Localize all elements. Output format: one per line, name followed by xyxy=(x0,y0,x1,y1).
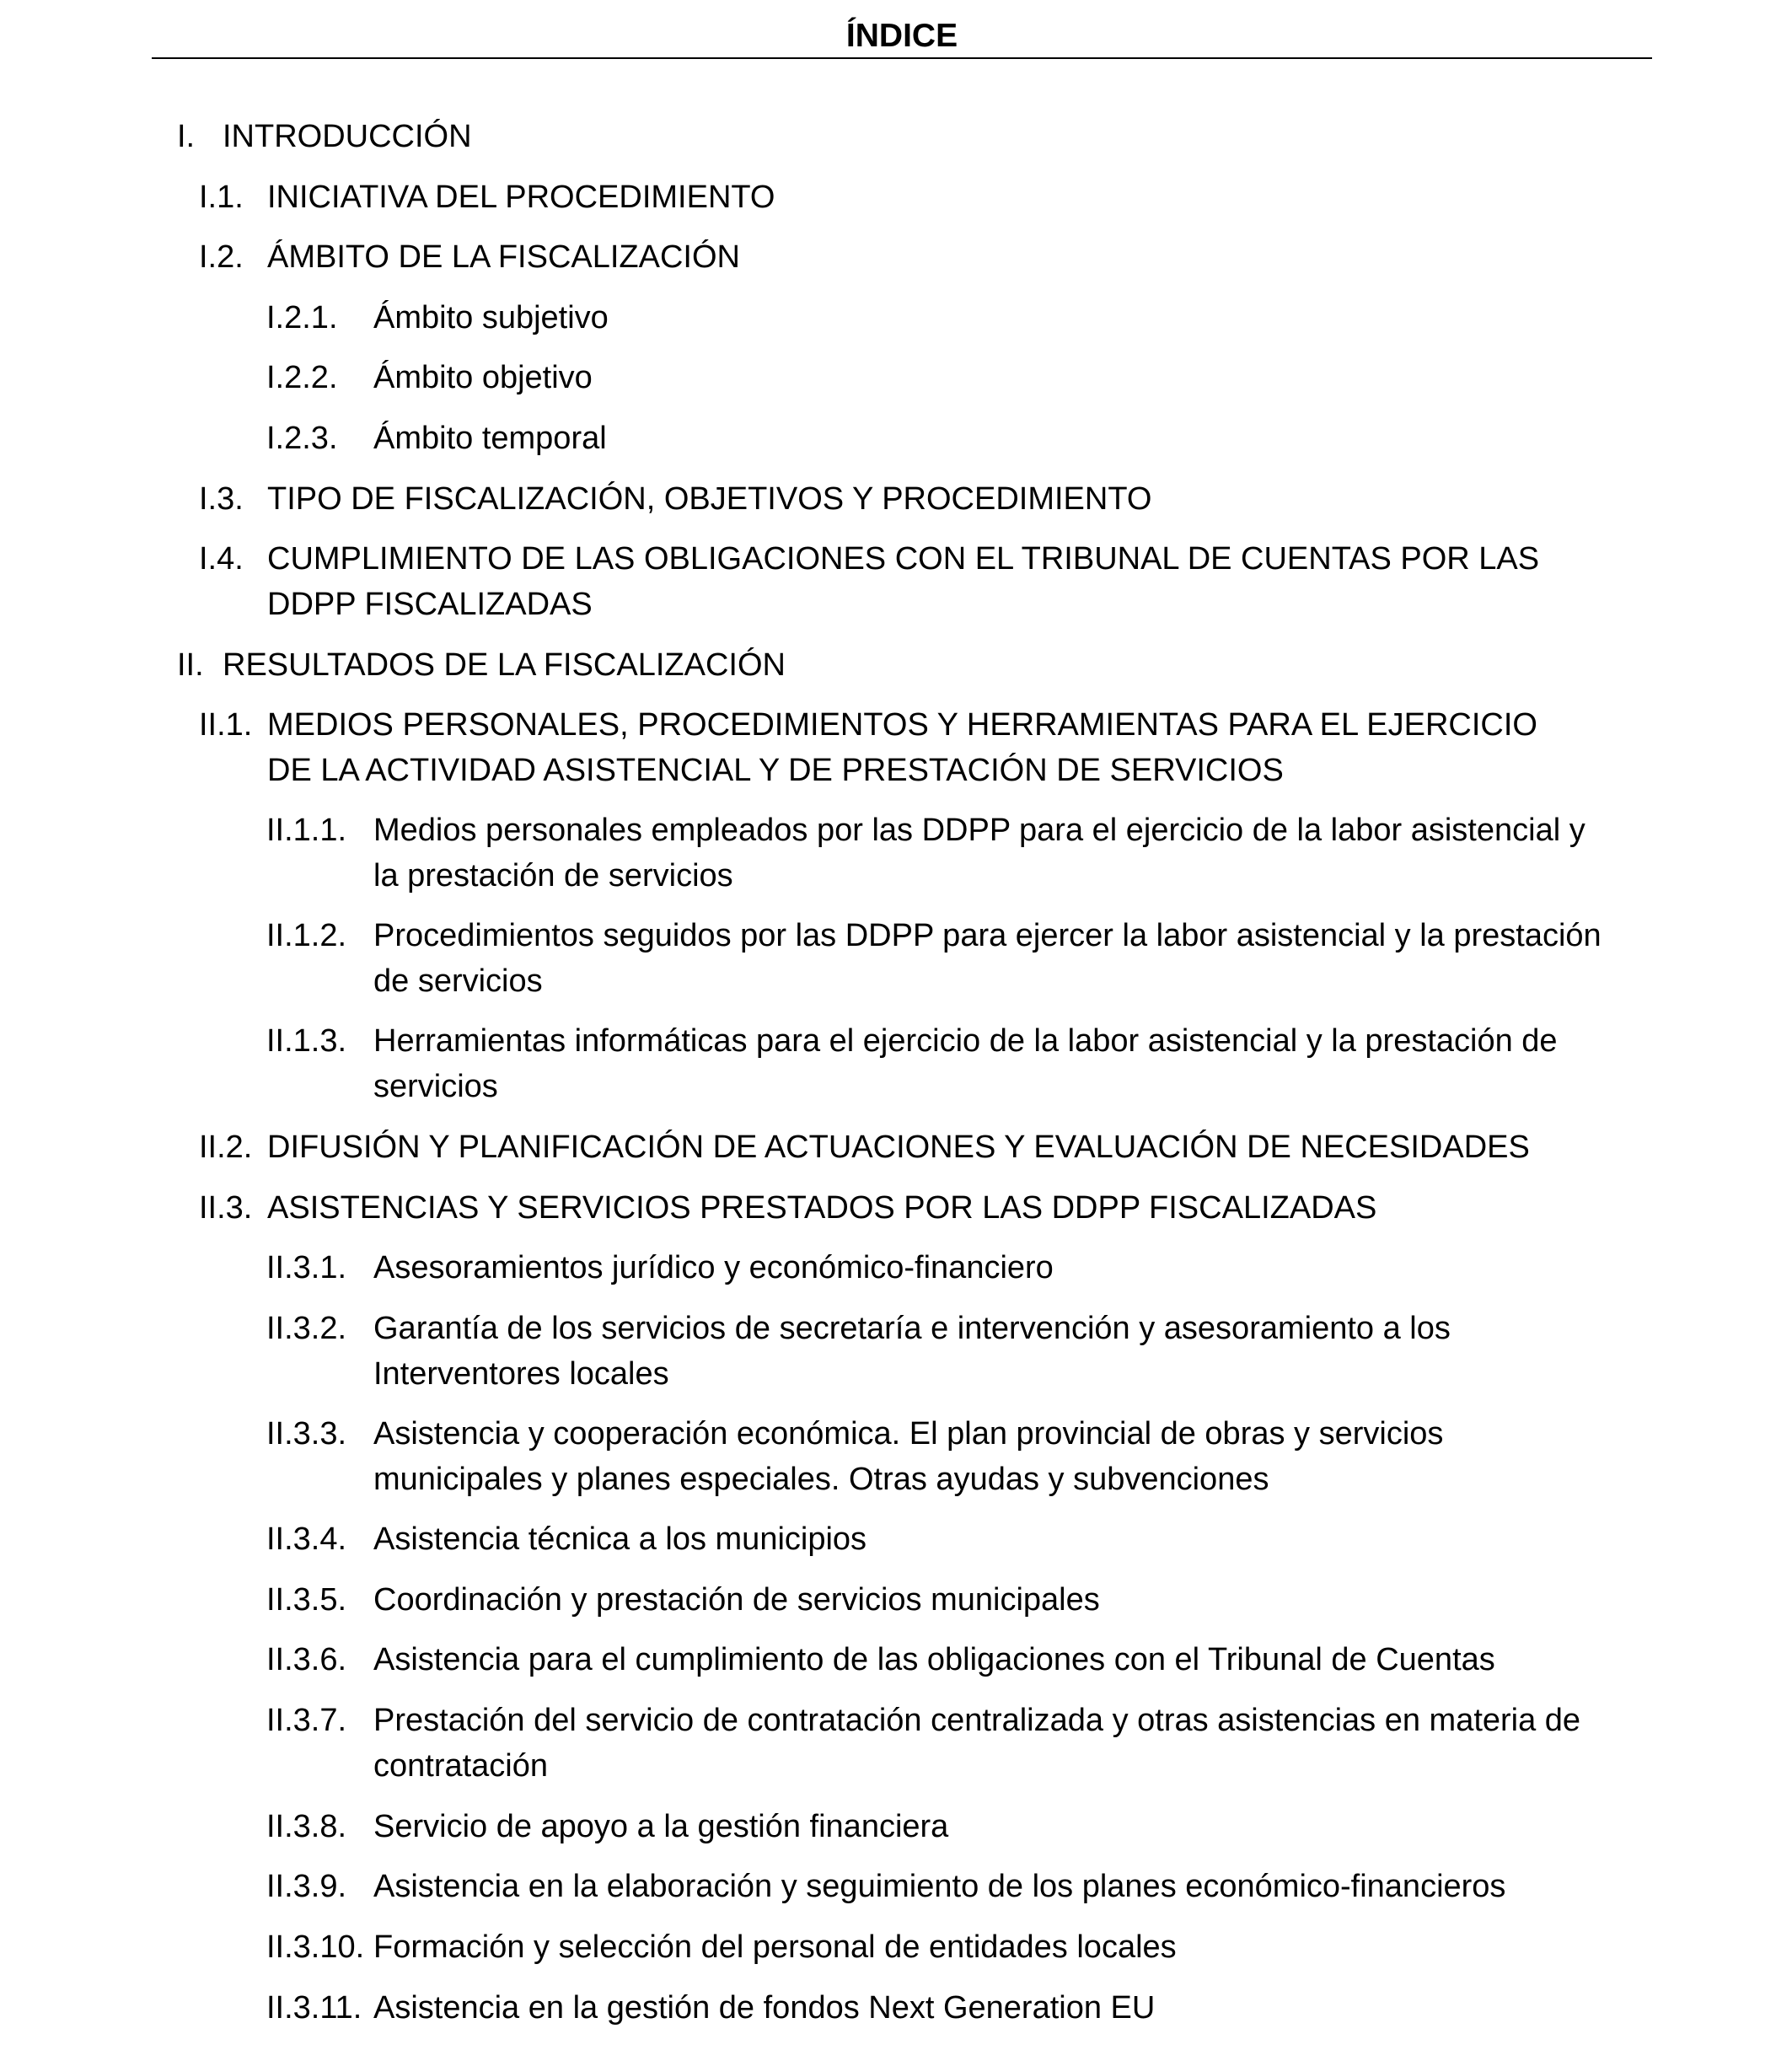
toc-text: Asistencia técnica a los municipios xyxy=(373,1521,867,1557)
toc-text: Herramientas informáticas para el ejercicio de la labor asistencial y la prestación de servicios xyxy=(373,1023,1558,1104)
toc-text: Garantía de los servicios de secretaría e intervención y asesoramiento a los Interventores locales xyxy=(373,1311,1451,1392)
toc-text: Prestación del servicio de contratación centralizada y otras asistencias en materia de contratación xyxy=(373,1703,1581,1784)
toc-number: I. xyxy=(177,119,196,154)
toc-number: II.1.2. xyxy=(266,918,347,953)
toc-number: II.3.7. xyxy=(266,1703,347,1738)
page-title: ÍNDICE xyxy=(845,18,958,54)
toc-text: TIPO DE FISCALIZACIÓN, OBJETIVOS Y PROCEDIMIENTO xyxy=(267,481,1152,517)
toc-text: CUMPLIMIENTO DE LAS OBLIGACIONES CON EL TRIBUNAL DE CUENTAS POR LAS DDPP FISCALIZADAS xyxy=(267,541,1540,622)
toc-text: Asesoramientos jurídico y económico-financiero xyxy=(373,1250,1054,1285)
toc-number: I.2.3. xyxy=(266,421,338,456)
toc-text: Formación y selección del personal de entidades locales xyxy=(373,1929,1177,1965)
toc-text: ÁMBITO DE LA FISCALIZACIÓN xyxy=(267,239,740,275)
toc-number: I.2.2. xyxy=(266,360,338,395)
toc-text: RESULTADOS DE LA FISCALIZACIÓN xyxy=(223,647,786,683)
toc-number: II.3.8. xyxy=(266,1809,347,1844)
toc-text: Coordinación y prestación de servicios municipales xyxy=(373,1582,1100,1618)
toc-number: II. xyxy=(177,647,204,683)
toc-text: Ámbito subjetivo xyxy=(373,300,609,335)
toc-text: ASISTENCIAS Y SERVICIOS PRESTADOS POR LAS DDPP FISCALIZADAS xyxy=(267,1190,1377,1226)
toc-text: Procedimientos seguidos por las DDPP para ejercer la labor asistencial y la prestación de servicios xyxy=(373,918,1602,999)
toc-text: Asistencia y cooperación económica. El plan provincial de obras y servicios municipales y planes especiales. Otras ayudas y subvenciones xyxy=(373,1416,1444,1497)
toc-number: II.1. xyxy=(199,707,253,743)
toc-number: II.3.3. xyxy=(266,1416,347,1452)
toc-text: INTRODUCCIÓN xyxy=(223,119,472,154)
toc-number: II.3.4. xyxy=(266,1521,347,1557)
toc-text: MEDIOS PERSONALES, PROCEDIMIENTOS Y HERRAMIENTAS PARA EL EJERCICIO DE LA ACTIVIDAD ASISTENCIAL Y DE PRESTACIÓN DE SERVICIOS xyxy=(267,707,1537,788)
toc-number: II.3.6. xyxy=(266,1642,347,1677)
toc-text: Ámbito temporal xyxy=(373,421,607,456)
toc-number: I.1. xyxy=(199,180,244,215)
title-underline xyxy=(152,57,1652,59)
toc-number: I.4. xyxy=(199,541,244,577)
toc-number: II.3.11. xyxy=(266,1990,362,2026)
toc-number: II.1.3. xyxy=(266,1023,347,1059)
toc-number: II.3.2. xyxy=(266,1311,347,1346)
toc-text: Medios personales empleados por las DDPP para el ejercicio de la labor asistencial y la prestación de servicios xyxy=(373,813,1585,894)
toc-text: Asistencia en la gestión de fondos Next Generation EU xyxy=(373,1990,1156,2026)
toc-text: Servicio de apoyo a la gestión financiera xyxy=(373,1809,949,1844)
toc-number: II.3.9. xyxy=(266,1869,347,1904)
toc-number: I.3. xyxy=(199,481,244,517)
toc-text: DIFUSIÓN Y PLANIFICACIÓN DE ACTUACIONES Y EVALUACIÓN DE NECESIDADES xyxy=(267,1130,1530,1165)
toc-number: II.3.1. xyxy=(266,1250,347,1285)
toc-number: II.3.10. xyxy=(266,1929,365,1965)
toc-number: II.1.1. xyxy=(266,813,347,848)
toc-number: II.2. xyxy=(199,1130,253,1165)
toc-number: II.3.5. xyxy=(266,1582,347,1618)
toc-text: Asistencia para el cumplimiento de las obligaciones con el Tribunal de Cuentas xyxy=(373,1642,1495,1677)
toc-number: I.2. xyxy=(199,239,244,275)
toc-text: Ámbito objetivo xyxy=(373,360,593,395)
toc-text: Asistencia en la elaboración y seguimiento de los planes económico-financieros xyxy=(373,1869,1506,1904)
toc-number: I.2.1. xyxy=(266,300,338,335)
toc-text: INICIATIVA DEL PROCEDIMIENTO xyxy=(267,180,775,215)
toc-number: II.3. xyxy=(199,1190,253,1226)
